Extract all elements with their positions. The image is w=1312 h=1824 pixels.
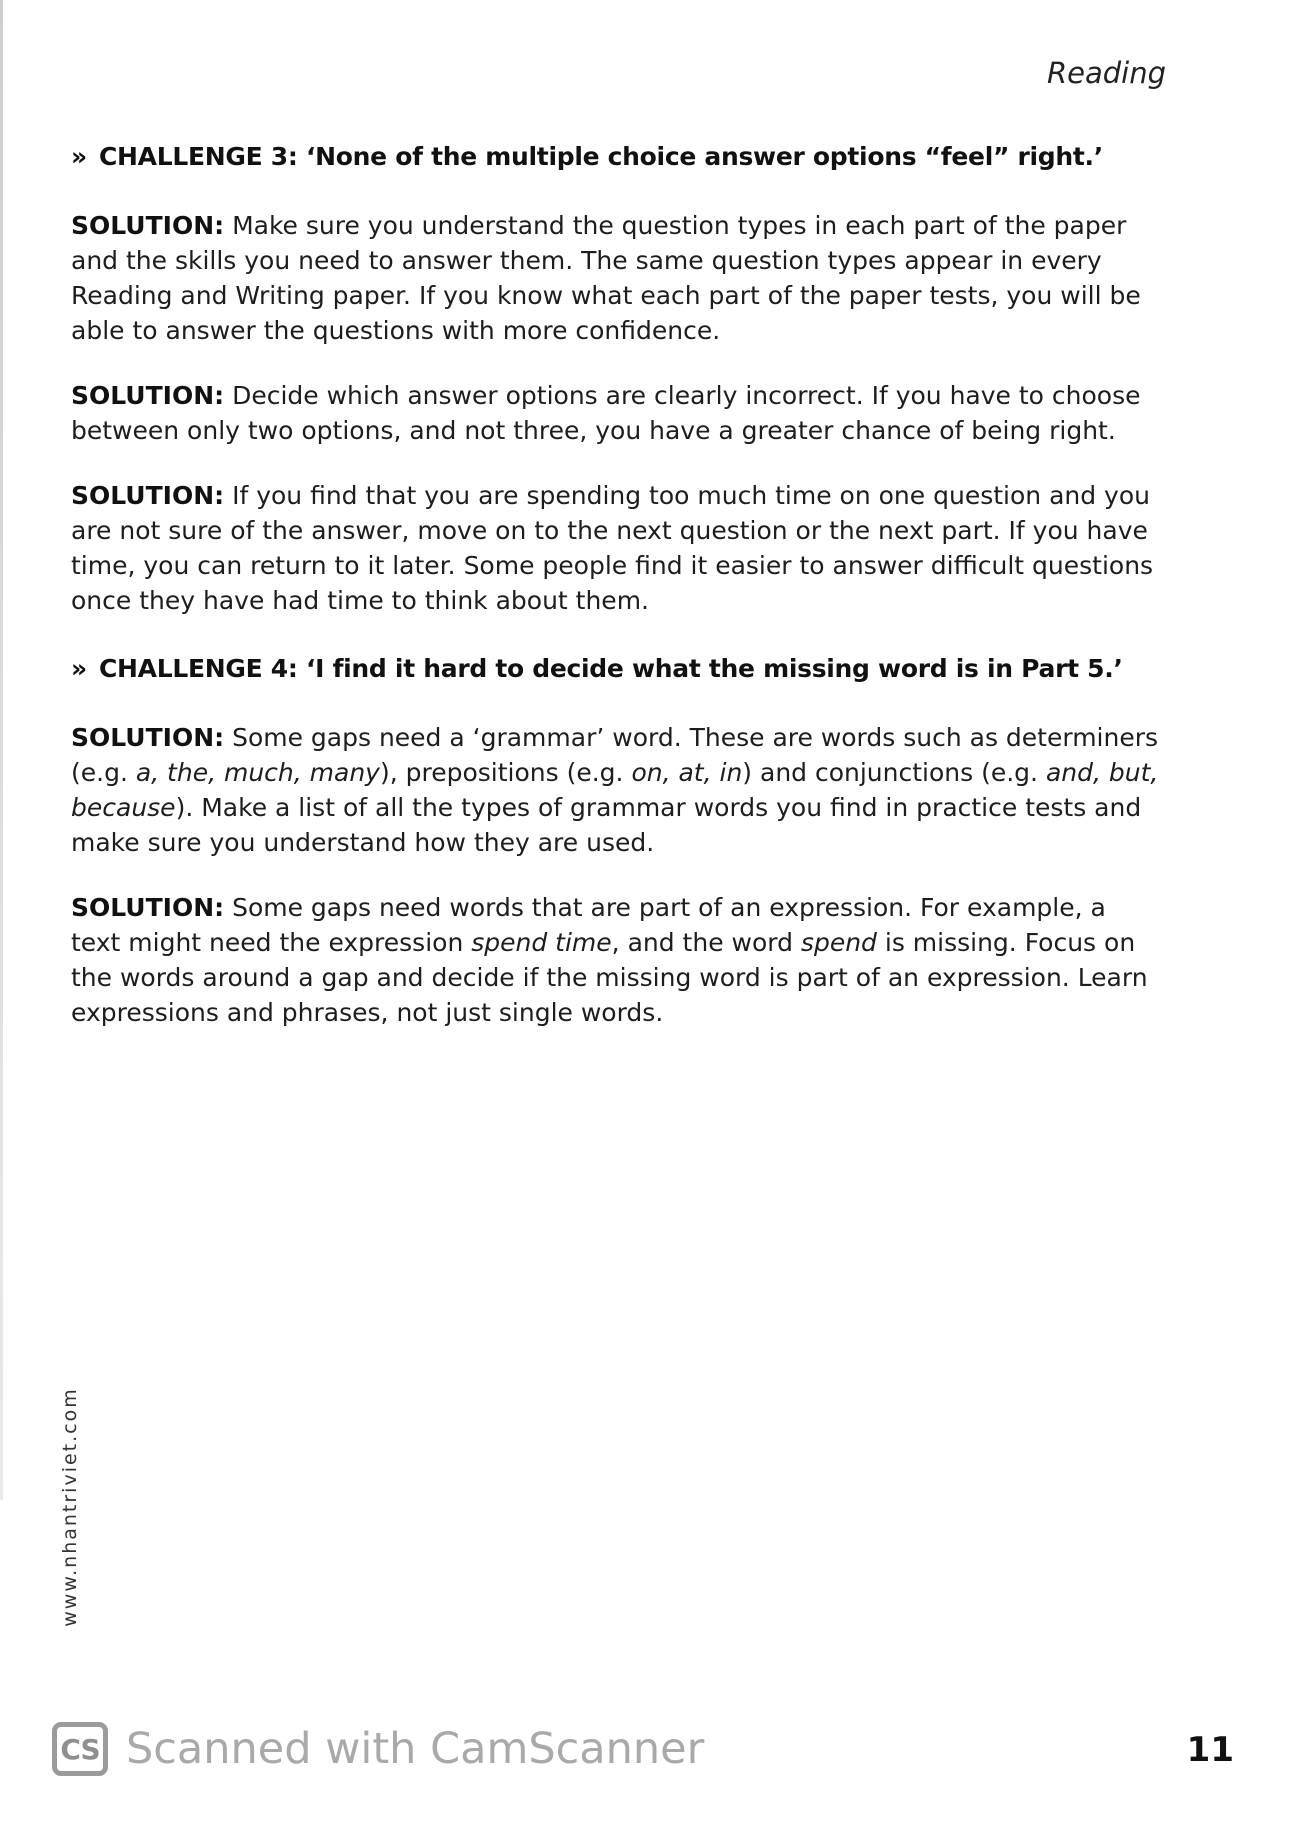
challenge-3-solution-3 — [71, 478, 1161, 618]
solution-text: ), prepositions (e.g. — [379, 758, 632, 787]
example-expression: spend time — [471, 928, 612, 957]
solution-label: SOLUTION: — [71, 211, 225, 240]
challenge-4-heading — [71, 652, 1161, 686]
example-determiners: a, the, much, many — [135, 758, 380, 787]
solution-text: is missing. Focus on the words around a gap and decide if the missing word is part of an expression. Learn expressions and phrases, not just single words. — [71, 928, 1148, 1027]
camscanner-badge — [52, 1722, 704, 1776]
challenge-3-solution-2 — [71, 378, 1161, 448]
camscanner-text: Scanned with CamScanner — [126, 1724, 705, 1774]
challenge-4-solution-1 — [71, 720, 1161, 860]
solution-label: SOLUTION: — [71, 381, 225, 410]
example-word: spend — [800, 928, 877, 957]
challenge-3-heading — [71, 140, 1161, 174]
solution-text: , and the word — [611, 928, 801, 957]
solution-text: If you find that you are spending too much time on one question and you are not sure of the answer, move on to the next question or the next part. If you have time, you can return to it later. Some people find it easier to answer difficult questions once they have had time to think about them. — [71, 481, 1154, 615]
example-prepositions: on, at, in — [631, 758, 743, 787]
solution-text: ) and conjunctions (e.g. — [742, 758, 1046, 787]
website-watermark: www.nhantriviet.com — [59, 1387, 81, 1627]
solution-text: Make sure you understand the question types in each part of the paper and the skills you need to answer them. The same question types appear in every Reading and Writing paper. If you know what each part of the paper tests, you will be able to answer the questions with more confidence. — [71, 211, 1141, 345]
solution-label: SOLUTION: — [71, 723, 225, 752]
page-spine-edge — [0, 0, 3, 1500]
raquo-marker: » — [71, 654, 87, 683]
running-head: Reading — [1046, 56, 1166, 90]
solution-text: Some gaps need a ‘grammar’ word. These are words such as determiners (e.g. — [71, 723, 1159, 787]
solution-text: Some gaps need words that are part of an expression. For example, a text might need the expression — [71, 893, 1106, 957]
page-content — [71, 140, 1161, 1030]
solution-text: Decide which answer options are clearly incorrect. If you have to choose between only two options, and not three, you have a greater chance of being right. — [71, 381, 1141, 445]
solution-label: SOLUTION: — [71, 481, 225, 510]
solution-label: SOLUTION: — [71, 893, 225, 922]
challenge-3-solution-1 — [71, 208, 1161, 348]
camscanner-logo-icon: CS — [52, 1722, 108, 1776]
solution-text: ). Make a list of all the types of grammar words you find in practice tests and make sure you understand how they are used. — [71, 793, 1142, 857]
raquo-marker: » — [71, 142, 87, 171]
challenge-4-solution-2 — [71, 890, 1161, 1030]
page-number: 11 — [1186, 1730, 1234, 1770]
challenge-4-title: CHALLENGE 4: ‘I find it hard to decide what the missing word is in Part 5.’ — [99, 654, 1123, 683]
example-conjunctions: and, but, because — [71, 758, 1159, 822]
challenge-3-title: CHALLENGE 3: ‘None of the multiple choice answer options “feel” right.’ — [99, 142, 1103, 171]
